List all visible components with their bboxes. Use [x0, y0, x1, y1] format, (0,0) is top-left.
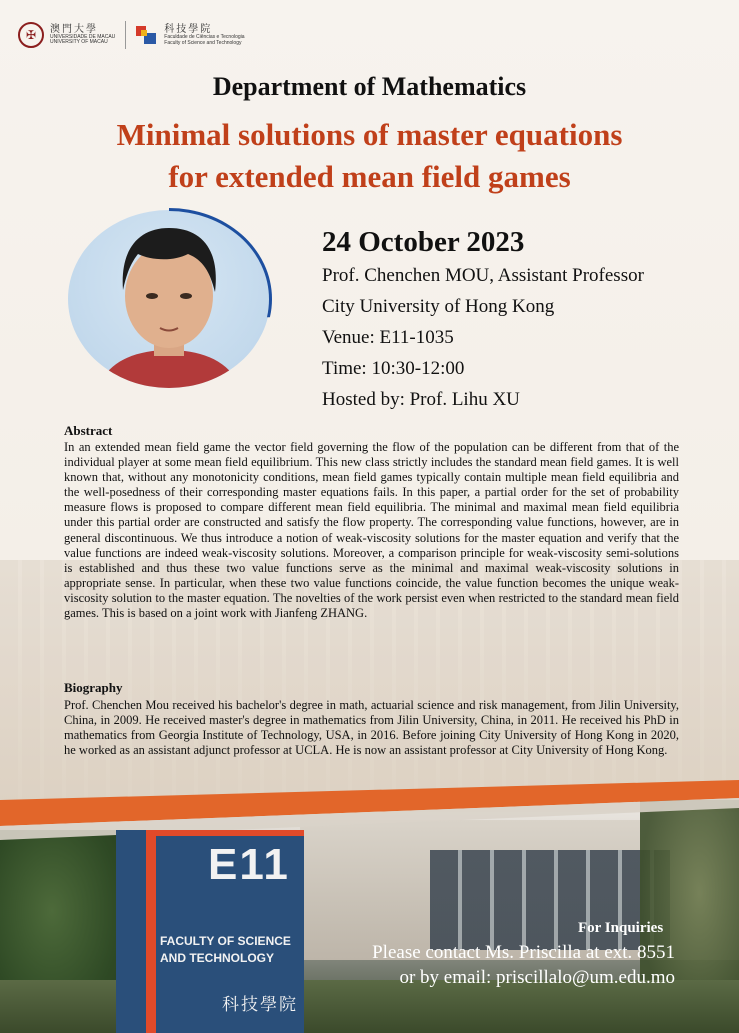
- header-logos: [18, 18, 245, 52]
- talk-title-line1: Minimal solutions of master equations: [116, 117, 623, 152]
- fst-chinese-name: 科技學院: [164, 24, 213, 35]
- fst-portuguese-name: Faculdade de Ciências e Tecnologia: [164, 34, 245, 40]
- e11-sign-number: E11: [208, 840, 290, 889]
- um-chinese-name: 澳門大學: [50, 23, 98, 35]
- speaker-affiliation: City University of Hong Kong: [322, 296, 555, 317]
- speaker-name: Prof. Chenchen MOU, Assistant Professor: [322, 265, 644, 286]
- um-english-name: UNIVERSITY OF MACAU: [50, 39, 108, 46]
- um-portuguese-name: UNIVERSIDADE DE MACAU: [50, 34, 116, 40]
- e11-sign-top-bar: [156, 830, 304, 836]
- abstract-text: In an extended mean field game the vector field governing the flow of the population can be different from that of the individual player at some mean field equilibrium. This new class strictly includes the standard mean field games. It is well known that, without any monotonicity conditions, mean field games typically contain multiple mean field equilibria and the well-posedness of their corresponding master equations fails. In this paper, a partial order for the set of probability measure flows is proposed to compare different mean field equilibria. The minimal and maximal mean field equilibria under this partial order are constructed and satisfy the flow property. The corresponding value functions, however, are in general discontinuous. We thus introduce a notion of weak-viscosity solutions for the master equation and verify that the value functions are indeed weak-viscosity solutions. Moreover, a comparison principle for weak-viscosity semi-solutions is established and thus these two value functions serve as the minimal and maximal weak-viscosity solutions in appropriate sense. In particular, when these two value functions coincide, the value function becomes the unique weak-viscosity solution to the master equation. The novelties of the work persist even when restricted to the standard mean field games. This is based on a joint work with Jianfeng ZHANG.: [64, 440, 679, 621]
- logo-divider: [125, 21, 126, 49]
- inquiries-email[interactable]: or by email: priscillalo@um.edu.mo: [399, 967, 675, 988]
- department-name: Department of Mathematics: [212, 72, 527, 101]
- e11-sign-chinese: 科技學院: [222, 995, 298, 1015]
- inquiries-contact: Please contact Ms. Priscilla at ext. 8551: [372, 942, 675, 963]
- e11-sign-red-bar: [146, 830, 156, 1033]
- fst-mark-icon: [136, 24, 158, 46]
- e11-sign-line1: FACULTY OF SCIENCE: [160, 934, 291, 948]
- event-info: [322, 224, 644, 415]
- biography-heading: Biography: [64, 680, 123, 695]
- e11-sign-faculty: [160, 933, 291, 967]
- event-time: Time: 10:30-12:00: [322, 358, 465, 379]
- fst-english-name: Faculty of Science and Technology: [164, 39, 242, 46]
- abstract-heading: Abstract: [64, 423, 113, 438]
- fst-logo: [136, 24, 244, 46]
- e11-sign-line2: AND TECHNOLOGY: [160, 951, 274, 965]
- event-date: 24 October 2023: [322, 226, 525, 258]
- talk-title: [40, 114, 699, 198]
- university-of-macau-logo: [18, 22, 115, 48]
- event-host: Hosted by: Prof. Lihu XU: [322, 389, 520, 410]
- orange-stripe-decoration: [0, 780, 739, 840]
- event-venue: Venue: E11-1035: [322, 327, 454, 348]
- biography-text: Prof. Chenchen Mou received his bachelor's degree in math, actuarial science and risk management, from Jilin University, China, in 2009. He received master's degree in mathematics from Jilin University, China, in 2011. He received his PhD in mathematics from Georgia Institute of Technology, USA, in 2016. Before joining City University of Hong Kong in 2020, he worked as an assistant adjunct professor at UCLA. He is now an assistant professor at City University of Hong Kong.: [64, 698, 679, 758]
- inquiries-heading: For Inquiries: [578, 920, 664, 936]
- um-seal-icon: ✠: [18, 22, 44, 48]
- speaker-photo: [66, 210, 272, 390]
- talk-title-line2: for extended mean field games: [168, 159, 571, 194]
